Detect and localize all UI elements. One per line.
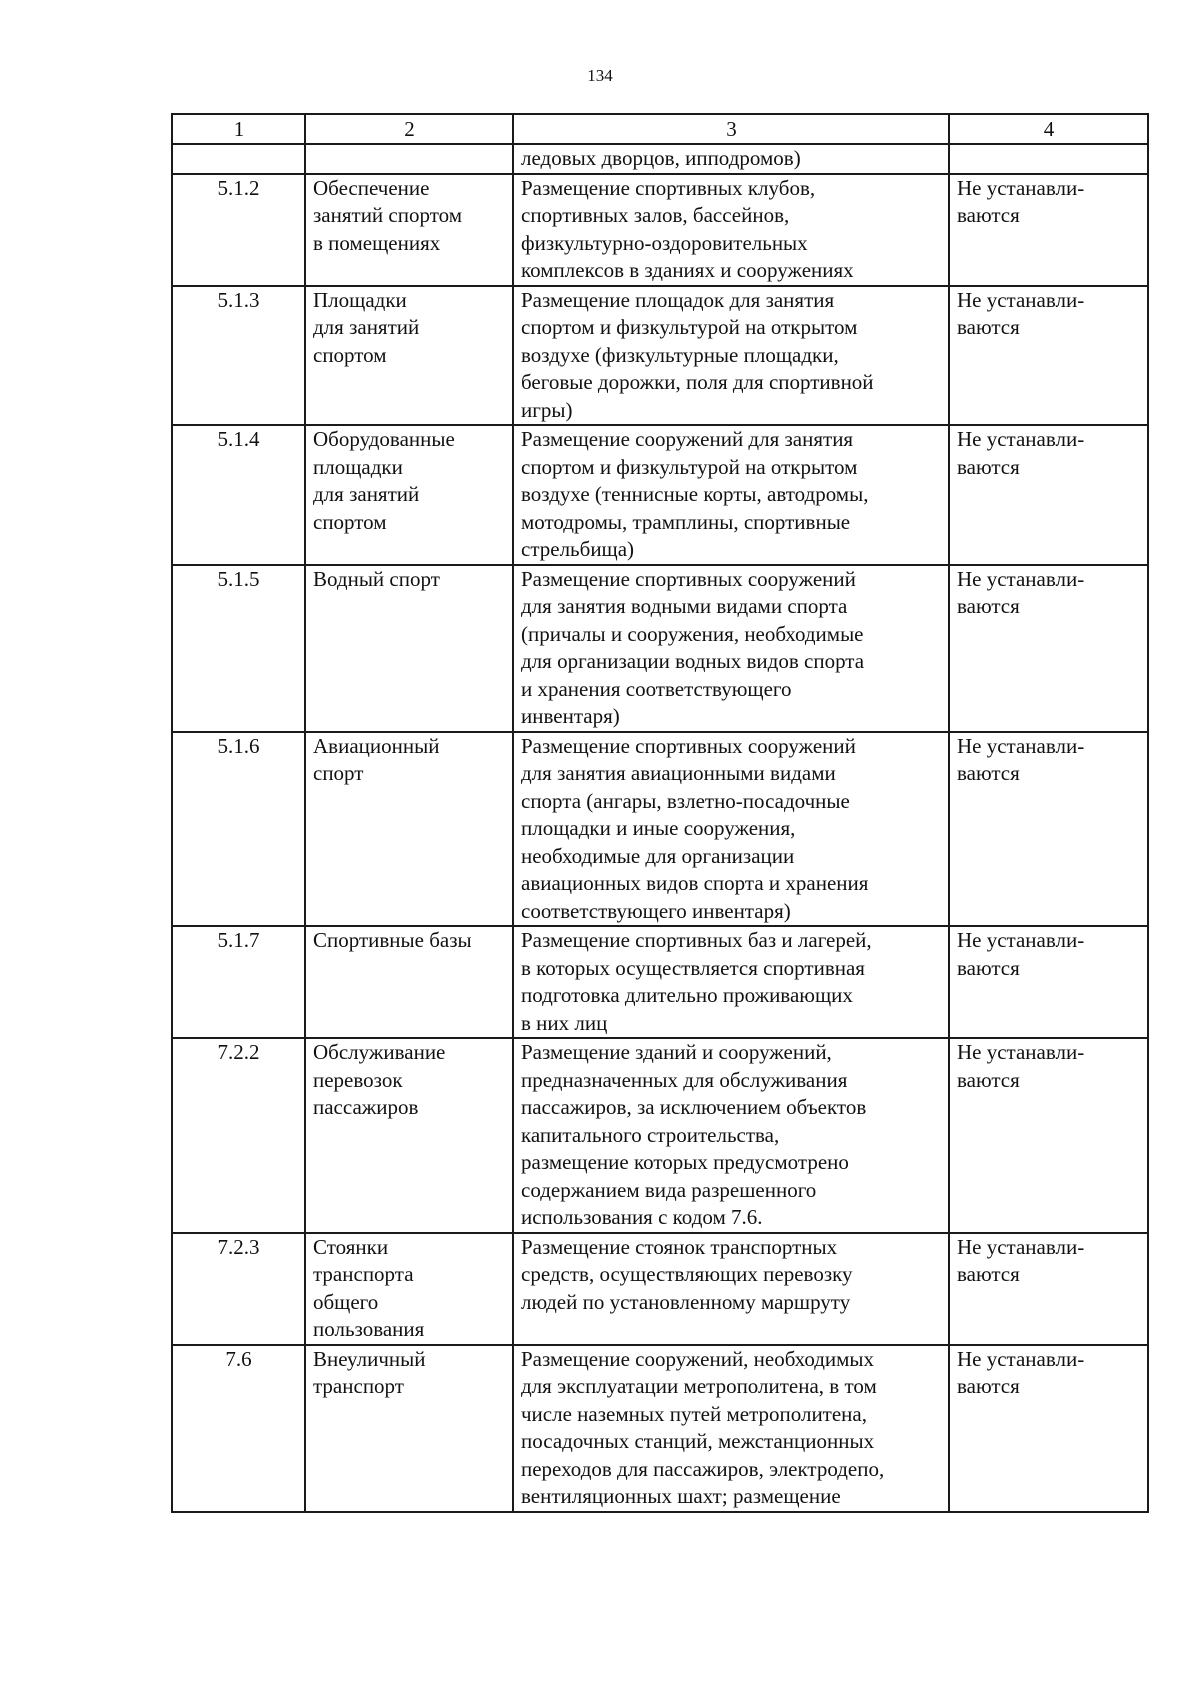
table-row — [172, 565, 1148, 732]
params-cell: Не устанавли- ваются — [949, 1038, 1148, 1233]
params-cell: Не устанавли- ваются — [949, 286, 1148, 426]
code-cell: 7.6 — [172, 1345, 305, 1512]
code-cell: 7.2.3 — [172, 1233, 305, 1345]
table-row — [172, 1345, 1148, 1512]
name-cell — [305, 144, 513, 174]
table-row — [172, 174, 1148, 286]
table-row — [172, 732, 1148, 927]
description-cell: Размещение спортивных клубов, спортивных залов, бассейнов, физкультурно-оздоровительных комплексов в зданиях и сооружениях — [513, 174, 949, 286]
description-cell: Размещение сооружений для занятия спортом и физкультурой на открытом воздухе (теннисные корты, автодромы, мотодромы, трамплины, спортивные стрельбища) — [513, 425, 949, 565]
land-use-table — [171, 113, 1149, 1513]
table-header-row — [172, 114, 1148, 144]
description-cell: Размещение площадок для занятия спортом и физкультурой на открытом воздухе (физкультурные площадки, беговые дорожки, поля для спортивной игры) — [513, 286, 949, 426]
params-cell: Не устанавли- ваются — [949, 926, 1148, 1038]
code-cell: 7.2.2 — [172, 1038, 305, 1233]
table-row — [172, 144, 1148, 174]
table-row — [172, 926, 1148, 1038]
page-number: 134 — [587, 66, 613, 85]
code-cell — [172, 144, 305, 174]
description-cell: ледовых дворцов, ипподромов) — [513, 144, 949, 174]
description-cell: Размещение стоянок транспортных средств, осуществляющих перевозку людей по установленному маршруту — [513, 1233, 949, 1345]
name-cell: Оборудованные площадки для занятий спортом — [305, 425, 513, 565]
name-cell: Обеспечение занятий спортом в помещениях — [305, 174, 513, 286]
table-row — [172, 425, 1148, 565]
code-cell: 5.1.4 — [172, 425, 305, 565]
header-cell: 2 — [305, 114, 513, 144]
name-cell: Стоянки транспорта общего пользования — [305, 1233, 513, 1345]
table-body — [172, 114, 1148, 1512]
name-cell: Площадки для занятий спортом — [305, 286, 513, 426]
name-cell: Обслуживание перевозок пассажиров — [305, 1038, 513, 1233]
params-cell: Не устанавли- ваются — [949, 1233, 1148, 1345]
params-cell: Не устанавли- ваются — [949, 732, 1148, 927]
name-cell: Внеуличный транспорт — [305, 1345, 513, 1512]
params-cell: Не устанавли- ваются — [949, 1345, 1148, 1512]
name-cell: Авиационный спорт — [305, 732, 513, 927]
code-cell: 5.1.7 — [172, 926, 305, 1038]
header-cell: 1 — [172, 114, 305, 144]
params-cell: Не устанавли- ваются — [949, 174, 1148, 286]
params-cell: Не устанавли- ваются — [949, 565, 1148, 732]
params-cell — [949, 144, 1148, 174]
description-cell: Размещение спортивных сооружений для занятия водными видами спорта (причалы и сооружения, необходимые для организации водных видов спорта и хранения соответствующего инвентаря) — [513, 565, 949, 732]
table-row — [172, 1038, 1148, 1233]
description-cell: Размещение сооружений, необходимых для эксплуатации метрополитена, в том числе наземных путей метрополитена, посадочных станций, межстанционных переходов для пассажиров, электродепо, вентиляционных шахт; размещение — [513, 1345, 949, 1512]
code-cell: 5.1.3 — [172, 286, 305, 426]
description-cell: Размещение спортивных сооружений для занятия авиационными видами спорта (ангары, взлетно-посадочные площадки и иные сооружения, необходимые для организации авиационных видов спорта и хранения соответствующего инвентаря) — [513, 732, 949, 927]
header-cell: 4 — [949, 114, 1148, 144]
name-cell: Водный спорт — [305, 565, 513, 732]
table-row — [172, 286, 1148, 426]
description-cell: Размещение спортивных баз и лагерей, в которых осуществляется спортивная подготовка длительно проживающих в них лиц — [513, 926, 949, 1038]
code-cell: 5.1.5 — [172, 565, 305, 732]
description-cell: Размещение зданий и сооружений, предназначенных для обслуживания пассажиров, за исключением объектов капитального строительства, размещение которых предусмотрено содержанием вида разрешенного использования с кодом 7.6. — [513, 1038, 949, 1233]
name-cell: Спортивные базы — [305, 926, 513, 1038]
code-cell: 5.1.6 — [172, 732, 305, 927]
code-cell: 5.1.2 — [172, 174, 305, 286]
params-cell: Не устанавли- ваются — [949, 425, 1148, 565]
header-cell: 3 — [513, 114, 949, 144]
table-row — [172, 1233, 1148, 1345]
